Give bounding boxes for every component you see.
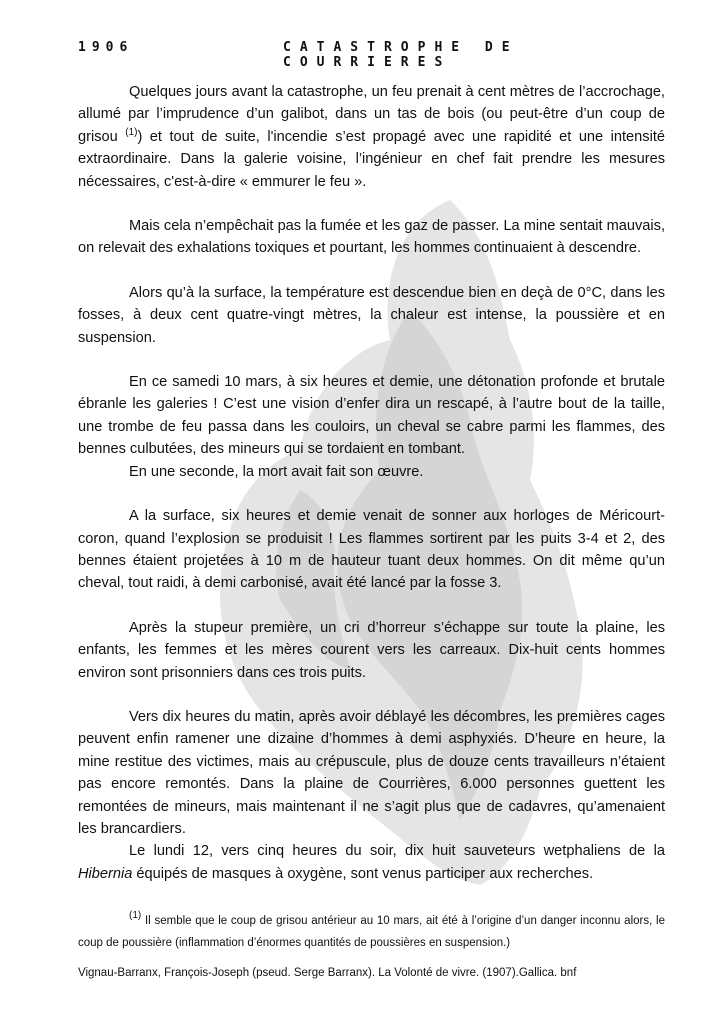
header-title: CATASTROPHE DE COURRIERES: [283, 40, 519, 70]
paragraph-7: Après la stupeur première, un cri d’horreur s’échappe sur toute la plaine, les enfants, les femmes et les mères courent vers les carreaux. Dix-huit cents hommes environ sont prisonniers dans ces trois puits.: [78, 619, 665, 681]
footnote-marker: (1): [129, 910, 142, 921]
paragraph-2: Mais cela n’empêchait pas la fumée et les gaz de passer. La mine sentait mauvais, on relevait des exhalations toxiques et pourtant, les hommes continuaient à descendre.: [78, 218, 665, 257]
footnote: [78, 910, 665, 954]
paragraph-8: Vers dix heures du matin, après avoir déblayé les décombres, les premières cages peuvent enfin ramener une dizaine d’hommes à demi asphyxiés. D’heure en heure, la mine restitue des victimes, mais au crépuscule, plus de douze cents travailleurs n’étaient pas encore remontés. Dans la plaine de Courrières, 6.000 personnes guettent les remontées de mineurs, mais maintenant il ne s’agit plus que de cadavres, qu’amenaient les brancardiers.: [78, 708, 665, 837]
footnote-reference: (1): [125, 126, 138, 138]
paragraph-4: En ce samedi 10 mars, à six heures et demie, une détonation profonde et brutale ébranle les galeries ! C’est une vision d’enfer dira un rescapé, à l’autre bout de la taille, une trombe de feu passa dans les couloirs, un cheval se cabre parmi les flammes, des bennes culbutées, des mineurs qui se tordaient en tombant.: [78, 374, 665, 458]
paragraph-5: En une seconde, la mort avait fait son œuvre.: [129, 463, 424, 480]
header-year: 1906: [78, 40, 134, 55]
ship-name-hibernia: Hibernia: [78, 865, 133, 882]
paragraph-1-start: Quelques jours avant la catastrophe, un feu prenait à cent mètres de l’accrochage, allumé par l’imprudence d’un galibot, dans un tas de bois (ou peut-être d’un coup de grisou: [78, 84, 665, 145]
paragraph-9: [78, 840, 665, 885]
paragraph-9-start: Le lundi 12, vers cinq heures du soir, dix huit sauveteurs wetphaliens de la: [129, 843, 665, 860]
paragraph-9-end: équipés de masques à oxygène, sont venus participer aux recherches.: [132, 865, 594, 882]
body-text: [78, 81, 665, 885]
footnote-text: Il semble que le coup de grisou antérieur au 10 mars, ait été à l’origine d’un danger inconnu alors, le coup de poussière (inflammation d’énormes quantités de poussières en suspension.): [78, 915, 665, 949]
paragraph-3: Alors qu’à la surface, la température est descendue bien en deçà de 0°C, dans les fosses, à deux cent quatre-vingt mètres, la chaleur est intense, la poussière et en suspension.: [78, 284, 665, 346]
paragraph-6: A la surface, six heures et demie venait de sonner aux horloges de Méricourt-coron, quand l’explosion se produisit ! Les flammes sortirent par les puits 3-4 et 2, des bennes étaient projetées à 10 m de hauteur tuant deux hommes. On dit même qu’un cheval, tout raidi, à demi carbonisé, avait été lancé par la fosse 3.: [78, 508, 665, 592]
source-citation: Vignau-Barranx, François-Joseph (pseud. Serge Barranx). La Volonté de vivre. (1907).Gallica. bnf: [78, 967, 577, 979]
running-header: [78, 40, 648, 70]
paragraph-1: [78, 81, 665, 193]
paragraph-1-end: ) et tout de suite, l'incendie s’est propagé avec une rapidité et une intensité extraordinaire. Dans la galerie voisine, l’ingénieur en chef fait prendre les mesures nécessaires, c'est-à-dire « emmurer le feu ».: [78, 128, 665, 190]
